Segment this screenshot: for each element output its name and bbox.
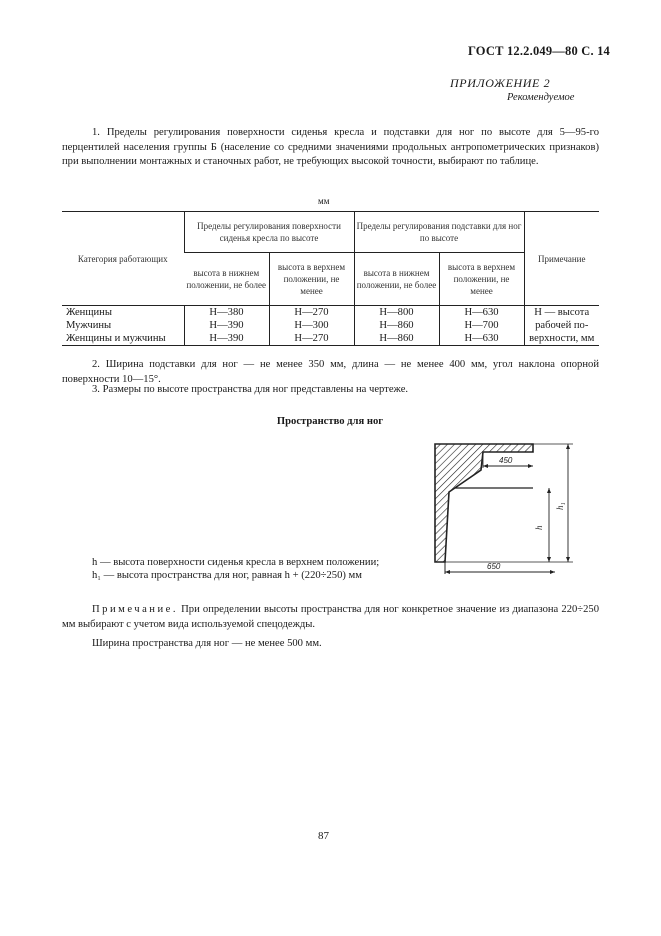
table-row (62, 306, 599, 320)
legend-h: h — высота поверхности сиденья кресла в верхнем положении; (92, 557, 380, 568)
row-category: Женщины и мужчины (66, 333, 166, 344)
row-seat-low: H—390 (184, 319, 269, 332)
figure-title: Пространство для ног (276, 416, 384, 427)
dim-h1-label: h₁ (555, 502, 565, 510)
header-seat-high: высота в верхнем положении, не менее (269, 253, 354, 306)
note-line: H — высота (534, 307, 590, 318)
row-foot-high: H—630 (439, 332, 524, 346)
row-seat-high: H—300 (269, 319, 354, 332)
row-foot-low: H—800 (354, 306, 439, 320)
header-note: Примечание (524, 212, 599, 306)
row-category: Женщины (66, 307, 112, 318)
paragraph-4: Ширина пространства для ног — не менее 500 мм. (92, 638, 322, 649)
note-block (62, 603, 599, 632)
appendix-title: ПРИЛОЖЕНИЕ 2 (450, 76, 551, 90)
row-seat-high: H—270 (269, 332, 354, 346)
legroom-drawing (425, 438, 585, 578)
note-text: При определении высоты пространства для ног конкретное значение из диапазона 220÷250 мм выбирают с учетом вида используемой спецодежды. (62, 604, 599, 630)
dim-650-label: 650 (487, 562, 501, 571)
row-note (524, 306, 599, 346)
standard-header: ГОСТ 12.2.049—80 С. 14 (467, 44, 610, 58)
header-seat-low: высота в нижнем положении, не более (184, 253, 269, 306)
header-category: Категория работающих (62, 212, 184, 306)
row-foot-high: H—630 (439, 306, 524, 320)
row-foot-high: H—700 (439, 319, 524, 332)
header-foot-high: высота в верхнем положении, не менее (439, 253, 524, 306)
row-foot-low: H—860 (354, 332, 439, 346)
row-category: Мужчины (66, 320, 112, 331)
page-number: 87 (318, 830, 329, 842)
header-seat-group: Пределы регулирования поверхности сиденья кресла по высоте (184, 212, 354, 253)
dim-450-label: 450 (499, 456, 513, 465)
table-row (62, 319, 599, 332)
note-line: верхности, мм (529, 333, 595, 344)
table-unit: мм (318, 196, 330, 206)
note-line: рабочей по- (535, 320, 589, 331)
dim-h-label: h (534, 525, 544, 530)
paragraph-1: 1. Пределы регулирования поверхности сиденья кресла и подставки для ног по высоте для 5—95-го перцентилей населения группы Б (население со средними значениями продольных антропометрических признаков) при выполнении монтажных и станочных работ, не требующих высокой точности, выбирают по таблице. (62, 127, 599, 167)
paragraph-3: 3. Размеры по высоте пространства для ног представлены на чертеже. (92, 384, 409, 395)
row-foot-low: H—860 (354, 319, 439, 332)
appendix-subtitle: Рекомендуемое (507, 92, 575, 103)
note-label: Примечание. (92, 604, 178, 615)
regulation-table (62, 211, 599, 346)
legend-h1: h₁ — высота пространства для ног, равная h + (220÷250) мм (92, 570, 362, 581)
row-seat-low: H—380 (184, 306, 269, 320)
hatched-structure (435, 444, 533, 562)
table-row (62, 332, 599, 346)
header-foot-low: высота в нижнем положении, не более (354, 253, 439, 306)
row-seat-low: H—390 (184, 332, 269, 346)
header-footrest-group: Пределы регулирования подставки для ног по высоте (354, 212, 524, 253)
row-seat-high: H—270 (269, 306, 354, 320)
paragraph-2: 2. Ширина подставки для ног — не менее 350 мм, длина — не менее 400 мм, угол наклона опорной поверхности 10—15°. (62, 359, 599, 385)
